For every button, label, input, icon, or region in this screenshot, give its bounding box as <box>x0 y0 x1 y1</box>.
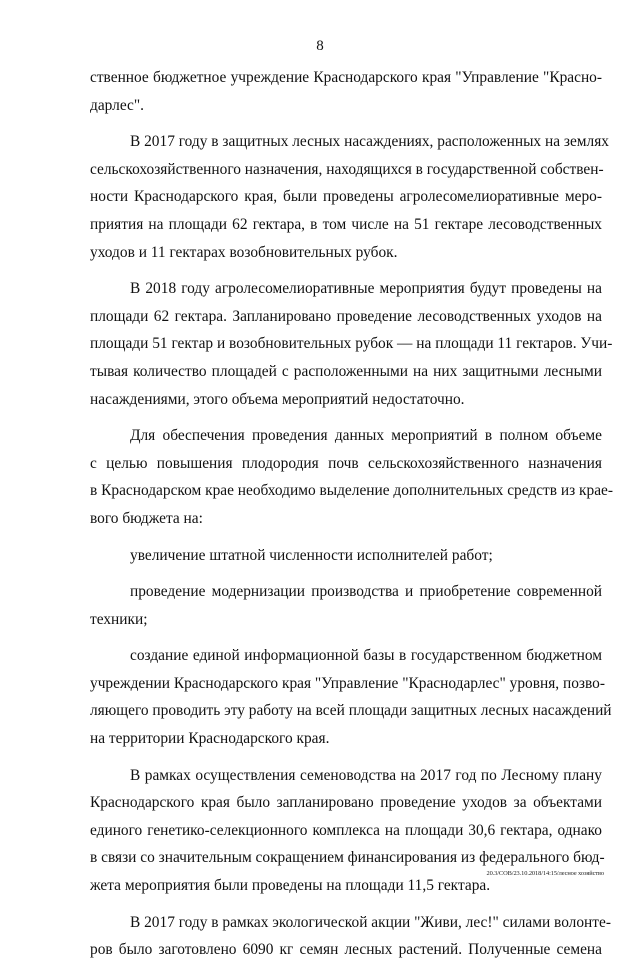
document-body <box>90 64 613 964</box>
paragraph-2017-agroforestry <box>90 128 609 266</box>
text-line: насаждениями, этого объема мероприятий недостаточно. <box>90 390 465 408</box>
text-line: учреждении Краснодарского края "Управление "Краснодарлес" уровня, позво- <box>90 674 605 692</box>
text-line: приятия на площади 62 гектара, в том числе на 51 гектаре лесоводственных <box>90 215 602 233</box>
text-line: Краснодарского края было запланировано проведение уходов за объектами <box>90 794 602 812</box>
text-line: ляющего проводить эту работу на всей площади защитных лесных насаждений <box>90 702 612 720</box>
paragraph-volunteer-action <box>90 909 611 964</box>
text-line: сельскохозяйственного назначения, находящихся в государственной собствен- <box>90 160 604 178</box>
text-line: площади 51 гектар и возобновительных рубок — на площади 11 гектаров. Учи- <box>90 335 613 353</box>
text-line: Для обеспечения проведения данных мероприятий в полном объеме <box>130 427 602 445</box>
text-line: ственное бюджетное учреждение Краснодарского края "Управление "Красно- <box>90 69 602 86</box>
text-line: проведение модернизации производства и приобретение современной <box>130 583 602 601</box>
text-line: ности Краснодарского края, были проведены агролесомелиоративные меро- <box>90 188 602 206</box>
text-line: единого генетико-селекционного комплекса на площади 30,6 гектара, однако <box>90 821 602 839</box>
paragraph-seed-production <box>90 762 605 900</box>
text-line: В 2018 году агролесомелиоративные мероприятия будут проведены на <box>130 280 602 298</box>
text-line: дарлес". <box>90 96 145 114</box>
text-line: ров было заготовлено 6090 кг семян лесных растений. Полученные семена <box>90 941 602 959</box>
text-line: техники; <box>90 610 148 628</box>
list-item-modernization <box>90 578 602 633</box>
paragraph-continuation <box>90 64 602 119</box>
page-number: 8 <box>316 38 324 54</box>
text-line: в связи со значительным сокращением финансирования из федерального бюд- <box>90 849 605 867</box>
text-line: на территории Краснодарского края. <box>90 730 330 748</box>
text-line: уходов и 11 гектарах возобновительных рубок. <box>90 243 398 261</box>
list-item-staff <box>90 542 602 570</box>
text-line: В 2017 году в защитных лесных насаждениях, расположенных на землях <box>130 133 609 151</box>
text-line: вого бюджета на: <box>90 509 203 527</box>
text-line: увеличение штатной численности исполнителей работ; <box>130 546 493 564</box>
text-line: площади 62 гектара. Запланировано проведение лесоводственных уходов на <box>90 307 602 325</box>
paragraph-additional-funding <box>90 422 613 532</box>
text-line: В 2017 году в рамках экологической акции "Живи, лес!" силами волонте- <box>130 913 611 931</box>
text-line: В рамках осуществления семеноводства на 2017 год по Лесному плану <box>130 766 602 784</box>
document-footer-code: 20.3/СОВ/23.10.2018/14:15/лесное хозяйство <box>486 870 604 877</box>
list-item-database <box>90 642 612 752</box>
text-line: тывая количество площадей с расположенными на них защитными лесными <box>90 362 602 380</box>
text-line: создание единой информационной базы в государственном бюджетном <box>130 647 602 665</box>
paragraph-2018-agroforestry <box>90 275 613 413</box>
text-line: в Краснодарском крае необходимо выделение дополнительных средств из крае- <box>90 482 613 500</box>
text-line: с целью повышения плодородия почв сельскохозяйственного назначения <box>90 454 602 472</box>
text-line: жета мероприятия были проведены на площади 11,5 гектара. <box>90 877 491 895</box>
